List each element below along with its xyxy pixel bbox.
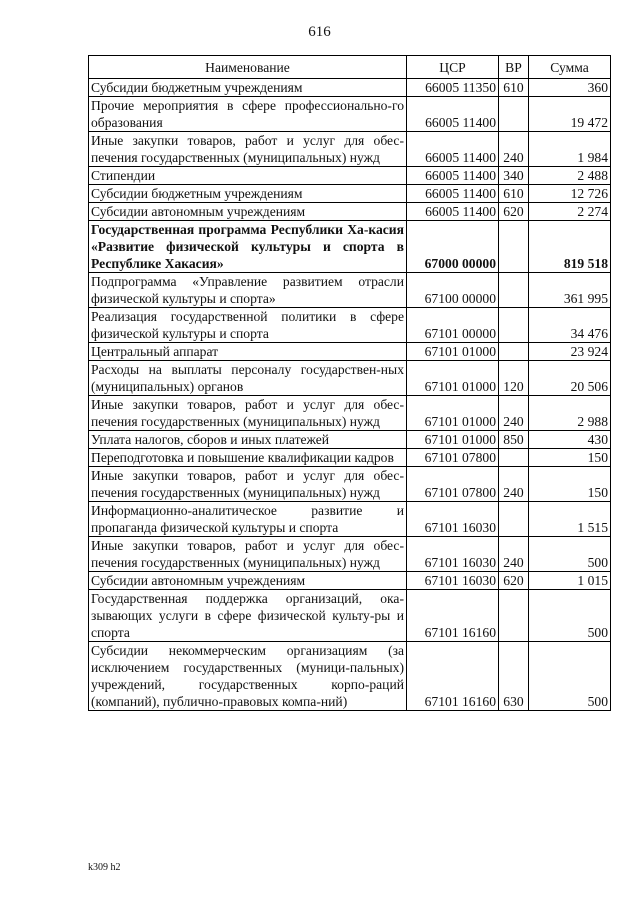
row-name-cell: Иные закупки товаров, работ и услуг для обес-печения государственных (муниципальных) нужд xyxy=(89,467,407,502)
row-name-cell: Подпрограмма «Управление развитием отрасли физической культуры и спорта» xyxy=(89,273,407,308)
table-row xyxy=(89,132,611,167)
header-name: Наименование xyxy=(89,56,407,79)
row-vr-cell xyxy=(499,221,529,273)
row-vr-cell: 850 xyxy=(499,431,529,449)
row-vr-cell: 620 xyxy=(499,572,529,590)
row-vr-cell xyxy=(499,449,529,467)
row-vr-cell: 240 xyxy=(499,132,529,167)
row-code-cell: 67101 16030 xyxy=(407,537,499,572)
table-row xyxy=(89,79,611,97)
row-sum-cell: 1 015 xyxy=(529,572,611,590)
row-name-cell: Иные закупки товаров, работ и услуг для обес-печения государственных (муниципальных) нужд xyxy=(89,537,407,572)
row-vr-cell xyxy=(499,97,529,132)
row-sum-cell: 500 xyxy=(529,590,611,642)
row-vr-cell: 240 xyxy=(499,537,529,572)
row-code-cell: 67101 00000 xyxy=(407,308,499,343)
row-code-cell: 67101 07800 xyxy=(407,449,499,467)
row-vr-cell xyxy=(499,590,529,642)
row-name-cell: Стипендии xyxy=(89,167,407,185)
row-name-cell: Субсидии автономным учреждениям xyxy=(89,203,407,221)
row-code-cell: 67101 07800 xyxy=(407,467,499,502)
row-name-cell: Государственная программа Республики Ха-касия «Развитие физической культуры и спорта в Республике Хакасия» xyxy=(89,221,407,273)
row-code-cell: 66005 11400 xyxy=(407,97,499,132)
header-sum: Сумма xyxy=(529,56,611,79)
row-sum-cell: 1 515 xyxy=(529,502,611,537)
table-row xyxy=(89,590,611,642)
row-code-cell: 67101 16160 xyxy=(407,642,499,711)
row-vr-cell xyxy=(499,308,529,343)
row-name-cell: Иные закупки товаров, работ и услуг для обес-печения государственных (муниципальных) нужд xyxy=(89,132,407,167)
table-row xyxy=(89,572,611,590)
table-row xyxy=(89,449,611,467)
row-name-cell: Информационно-аналитическое развитие и пропаганда физической культуры и спорта xyxy=(89,502,407,537)
header-vr: ВР xyxy=(499,56,529,79)
row-sum-cell: 20 506 xyxy=(529,361,611,396)
row-sum-cell: 2 488 xyxy=(529,167,611,185)
table-row xyxy=(89,396,611,431)
row-name-cell: Переподготовка и повышение квалификации кадров xyxy=(89,449,407,467)
row-code-cell: 66005 11400 xyxy=(407,132,499,167)
table-row xyxy=(89,273,611,308)
row-code-cell: 66005 11400 xyxy=(407,203,499,221)
row-name-cell: Субсидии бюджетным учреждениям xyxy=(89,185,407,203)
table-row xyxy=(89,167,611,185)
row-code-cell: 67000 00000 xyxy=(407,221,499,273)
header-code: ЦСР xyxy=(407,56,499,79)
row-name-cell: Субсидии автономным учреждениям xyxy=(89,572,407,590)
row-code-cell: 66005 11400 xyxy=(407,167,499,185)
table-row xyxy=(89,308,611,343)
row-vr-cell: 630 xyxy=(499,642,529,711)
row-name-cell: Субсидии некоммерческим организациям (за исключением государственных (муници-пальных) учреждений, государственных корпо-раций (компаний), публично-правовых компа-ний) xyxy=(89,642,407,711)
row-code-cell: 67101 16160 xyxy=(407,590,499,642)
row-name-cell: Уплата налогов, сборов и иных платежей xyxy=(89,431,407,449)
row-sum-cell: 2 274 xyxy=(529,203,611,221)
budget-table xyxy=(88,55,611,711)
table-row xyxy=(89,185,611,203)
row-sum-cell: 34 476 xyxy=(529,308,611,343)
row-vr-cell xyxy=(499,273,529,308)
row-code-cell: 67100 00000 xyxy=(407,273,499,308)
row-name-cell: Государственная поддержка организаций, ока-зывающих услуги в сфере физической культу-ры и спорта xyxy=(89,590,407,642)
row-sum-cell: 430 xyxy=(529,431,611,449)
row-code-cell: 67101 01000 xyxy=(407,361,499,396)
row-sum-cell: 150 xyxy=(529,449,611,467)
row-sum-cell: 360 xyxy=(529,79,611,97)
row-vr-cell: 620 xyxy=(499,203,529,221)
row-sum-cell: 1 984 xyxy=(529,132,611,167)
row-vr-cell: 240 xyxy=(499,396,529,431)
row-code-cell: 67101 01000 xyxy=(407,396,499,431)
table-row xyxy=(89,502,611,537)
row-code-cell: 66005 11350 xyxy=(407,79,499,97)
row-vr-cell xyxy=(499,343,529,361)
row-sum-cell: 361 995 xyxy=(529,273,611,308)
table-row xyxy=(89,642,611,711)
table-row xyxy=(89,343,611,361)
table-row xyxy=(89,361,611,396)
row-name-cell: Реализация государственной политики в сфере физической культуры и спорта xyxy=(89,308,407,343)
row-sum-cell: 2 988 xyxy=(529,396,611,431)
row-name-cell: Иные закупки товаров, работ и услуг для обес-печения государственных (муниципальных) нужд xyxy=(89,396,407,431)
row-name-cell: Центральный аппарат xyxy=(89,343,407,361)
row-code-cell: 67101 01000 xyxy=(407,431,499,449)
table-header-row xyxy=(89,56,611,79)
row-vr-cell: 610 xyxy=(499,79,529,97)
table-row xyxy=(89,97,611,132)
row-name-cell: Прочие мероприятия в сфере профессионально-го образования xyxy=(89,97,407,132)
table-row xyxy=(89,537,611,572)
row-sum-cell: 500 xyxy=(529,642,611,711)
row-vr-cell: 610 xyxy=(499,185,529,203)
row-sum-cell: 819 518 xyxy=(529,221,611,273)
row-code-cell: 67101 01000 xyxy=(407,343,499,361)
table-row xyxy=(89,431,611,449)
row-code-cell: 66005 11400 xyxy=(407,185,499,203)
row-vr-cell: 240 xyxy=(499,467,529,502)
row-sum-cell: 23 924 xyxy=(529,343,611,361)
row-sum-cell: 500 xyxy=(529,537,611,572)
row-name-cell: Субсидии бюджетным учреждениям xyxy=(89,79,407,97)
row-sum-cell: 150 xyxy=(529,467,611,502)
row-sum-cell: 19 472 xyxy=(529,97,611,132)
table-row xyxy=(89,221,611,273)
footer-code: k309 h2 xyxy=(88,862,121,873)
row-code-cell: 67101 16030 xyxy=(407,572,499,590)
row-vr-cell: 120 xyxy=(499,361,529,396)
row-sum-cell: 12 726 xyxy=(529,185,611,203)
table-body xyxy=(89,79,611,711)
table-row xyxy=(89,467,611,502)
row-vr-cell: 340 xyxy=(499,167,529,185)
row-vr-cell xyxy=(499,502,529,537)
row-code-cell: 67101 16030 xyxy=(407,502,499,537)
page-number: 616 xyxy=(308,24,331,40)
row-name-cell: Расходы на выплаты персоналу государствен-ных (муниципальных) органов xyxy=(89,361,407,396)
table-row xyxy=(89,203,611,221)
